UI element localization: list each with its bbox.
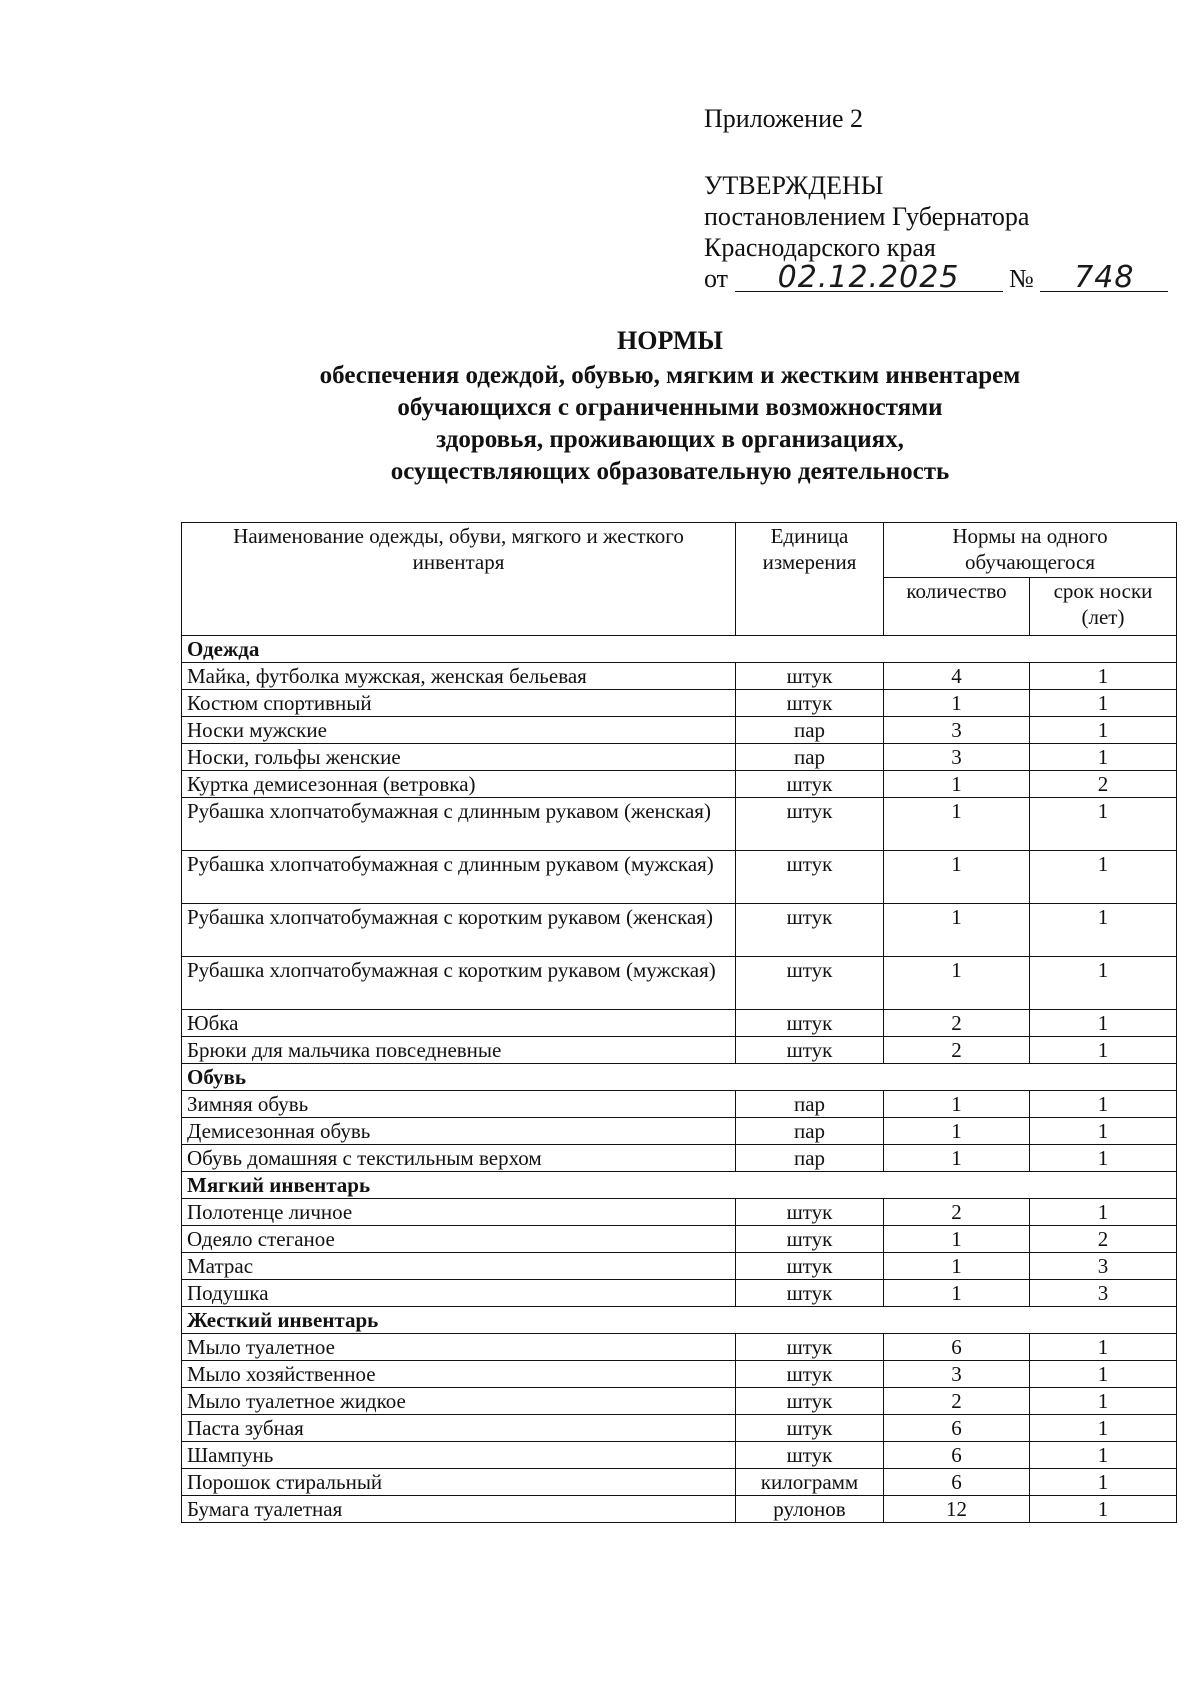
table-row [182,1037,1177,1064]
term-cell: 3 [1030,1253,1177,1280]
quantity-cell: 1 [884,771,1030,798]
handwritten-date: 02.12.2025 [735,265,1003,292]
term-cell: 1 [1030,851,1177,904]
unit-cell: пар [736,1118,884,1145]
item-name-cell: Одеяло стеганое [182,1226,736,1253]
date-number-line [704,260,1168,295]
item-name-cell: Мыло хозяйственное [182,1361,736,1388]
unit-cell: пар [736,744,884,771]
term-cell: 1 [1030,663,1177,690]
term-cell: 1 [1030,1091,1177,1118]
unit-cell: штук [736,1334,884,1361]
quantity-cell: 1 [884,1226,1030,1253]
item-name-cell: Костюм спортивный [182,690,736,717]
item-name-cell: Носки мужские [182,717,736,744]
item-name-cell: Мыло туалетное жидкое [182,1388,736,1415]
unit-cell: штук [736,904,884,957]
handwritten-number: 748 [1040,265,1168,292]
header-quantity: количество [884,578,1030,636]
quantity-cell: 6 [884,1334,1030,1361]
item-name-cell: Бумага туалетная [182,1496,736,1523]
item-name-cell: Куртка демисезонная (ветровка) [182,771,736,798]
quantity-cell: 3 [884,744,1030,771]
table-row [182,851,1177,904]
header-unit: Единица измерения [736,523,884,636]
unit-cell: штук [736,1442,884,1469]
table-header [182,523,1177,636]
unit-cell: штук [736,1037,884,1064]
section-title: Обувь [182,1064,1177,1091]
unit-cell: штук [736,771,884,798]
table-row [182,771,1177,798]
table-row [182,1361,1177,1388]
quantity-cell: 2 [884,1037,1030,1064]
section-row [182,636,1177,663]
norms-table [181,522,1177,1523]
quantity-cell: 6 [884,1469,1030,1496]
section-title: Одежда [182,636,1177,663]
item-name-cell: Шампунь [182,1442,736,1469]
unit-cell: штук [736,957,884,1010]
unit-cell: штук [736,1253,884,1280]
term-cell: 1 [1030,904,1177,957]
table-row [182,1442,1177,1469]
item-name-cell: Мыло туалетное [182,1334,736,1361]
term-cell: 1 [1030,1010,1177,1037]
header-term: срок носки (лет) [1030,578,1177,636]
table-row [182,744,1177,771]
section-title: Жесткий инвентарь [182,1307,1177,1334]
approved-by-line-2: Краснодарского края [704,233,936,262]
table-body [182,636,1177,1523]
term-cell: 1 [1030,957,1177,1010]
appendix-label: Приложение 2 [704,104,864,133]
item-name-cell: Носки, гольфы женские [182,744,736,771]
unit-cell: килограмм [736,1469,884,1496]
table-row [182,798,1177,851]
item-name-cell: Рубашка хлопчатобумажная с коротким рукавом (женская) [182,904,736,957]
table-row [182,1091,1177,1118]
term-cell: 3 [1030,1280,1177,1307]
unit-cell: штук [736,663,884,690]
quantity-cell: 1 [884,690,1030,717]
unit-cell: штук [736,1361,884,1388]
table-row [182,1469,1177,1496]
quantity-cell: 1 [884,1118,1030,1145]
term-cell: 1 [1030,1442,1177,1469]
table-row [182,1415,1177,1442]
item-name-cell: Обувь домашняя с текстильным верхом [182,1145,736,1172]
item-name-cell: Паста зубная [182,1415,736,1442]
term-cell: 1 [1030,1334,1177,1361]
unit-cell: пар [736,717,884,744]
unit-cell: штук [736,690,884,717]
unit-cell: штук [736,1010,884,1037]
term-cell: 1 [1030,1415,1177,1442]
term-cell: 2 [1030,771,1177,798]
quantity-cell: 1 [884,957,1030,1010]
quantity-cell: 6 [884,1442,1030,1469]
unit-cell: штук [736,1226,884,1253]
table-row [182,1226,1177,1253]
term-cell: 1 [1030,1496,1177,1523]
term-cell: 2 [1030,1226,1177,1253]
item-name-cell: Юбка [182,1010,736,1037]
document-title: НОРМЫ [617,326,723,355]
item-name-cell: Брюки для мальчика повседневные [182,1037,736,1064]
term-cell: 1 [1030,1118,1177,1145]
quantity-cell: 12 [884,1496,1030,1523]
table-row [182,1334,1177,1361]
subtitle-line: обеспечения одеждой, обувью, мягким и жестким инвентарем [319,362,1021,389]
term-cell: 1 [1030,1469,1177,1496]
term-cell: 1 [1030,744,1177,771]
item-name-cell: Зимняя обувь [182,1091,736,1118]
table-row [182,690,1177,717]
unit-cell: штук [736,1280,884,1307]
quantity-cell: 1 [884,798,1030,851]
quantity-cell: 2 [884,1388,1030,1415]
table-row [182,904,1177,957]
quantity-cell: 4 [884,663,1030,690]
unit-cell: штук [736,798,884,851]
item-name-cell: Порошок стиральный [182,1469,736,1496]
quantity-cell: 1 [884,1091,1030,1118]
item-name-cell: Рубашка хлопчатобумажная с длинным рукавом (мужская) [182,851,736,904]
quantity-cell: 1 [884,1253,1030,1280]
term-cell: 1 [1030,1145,1177,1172]
number-prefix: № [1009,264,1034,293]
term-cell: 1 [1030,1361,1177,1388]
quantity-cell: 1 [884,1145,1030,1172]
table-row [182,1388,1177,1415]
unit-cell: пар [736,1145,884,1172]
item-name-cell: Майка, футболка мужская, женская бельевая [182,663,736,690]
section-row [182,1307,1177,1334]
term-cell: 1 [1030,1388,1177,1415]
header-item-name: Наименование одежды, обуви, мягкого и жесткого инвентаря [182,523,736,636]
table-row [182,1253,1177,1280]
approved-label: УТВЕРЖДЕНЫ [704,171,884,200]
item-name-cell: Полотенце личное [182,1199,736,1226]
table-row [182,1199,1177,1226]
unit-cell: пар [736,1091,884,1118]
term-cell: 1 [1030,798,1177,851]
approved-by-line-1: постановлением Губернатора [704,202,1030,231]
section-title: Мягкий инвентарь [182,1172,1177,1199]
unit-cell: штук [736,851,884,904]
subtitle-line: обучающихся с ограниченными возможностями [397,394,943,421]
section-row [182,1064,1177,1091]
unit-cell: штук [736,1388,884,1415]
quantity-cell: 6 [884,1415,1030,1442]
table-row [182,1280,1177,1307]
table-row [182,717,1177,744]
table-row [182,663,1177,690]
term-cell: 1 [1030,1037,1177,1064]
quantity-cell: 1 [884,851,1030,904]
quantity-cell: 3 [884,1361,1030,1388]
document-subtitle [170,360,1170,488]
table-row [182,1010,1177,1037]
item-name-cell: Демисезонная обувь [182,1118,736,1145]
quantity-cell: 2 [884,1010,1030,1037]
header-norms: Нормы на одного обучающегося [884,523,1177,578]
term-cell: 1 [1030,690,1177,717]
unit-cell: штук [736,1415,884,1442]
table-row [182,957,1177,1010]
table-row [182,1496,1177,1523]
section-row [182,1172,1177,1199]
unit-cell: рулонов [736,1496,884,1523]
term-cell: 1 [1030,717,1177,744]
item-name-cell: Рубашка хлопчатобумажная с коротким рукавом (мужская) [182,957,736,1010]
subtitle-line: осуществляющих образовательную деятельность [390,458,950,485]
item-name-cell: Подушка [182,1280,736,1307]
quantity-cell: 1 [884,1280,1030,1307]
table-row [182,1145,1177,1172]
subtitle-line: здоровья, проживающих в организациях, [436,426,904,453]
date-prefix: от [704,264,729,293]
term-cell: 1 [1030,1199,1177,1226]
approval-block [704,170,1168,294]
unit-cell: штук [736,1199,884,1226]
item-name-cell: Рубашка хлопчатобумажная с длинным рукавом (женская) [182,798,736,851]
quantity-cell: 2 [884,1199,1030,1226]
quantity-cell: 3 [884,717,1030,744]
table-row [182,1118,1177,1145]
item-name-cell: Матрас [182,1253,736,1280]
quantity-cell: 1 [884,904,1030,957]
